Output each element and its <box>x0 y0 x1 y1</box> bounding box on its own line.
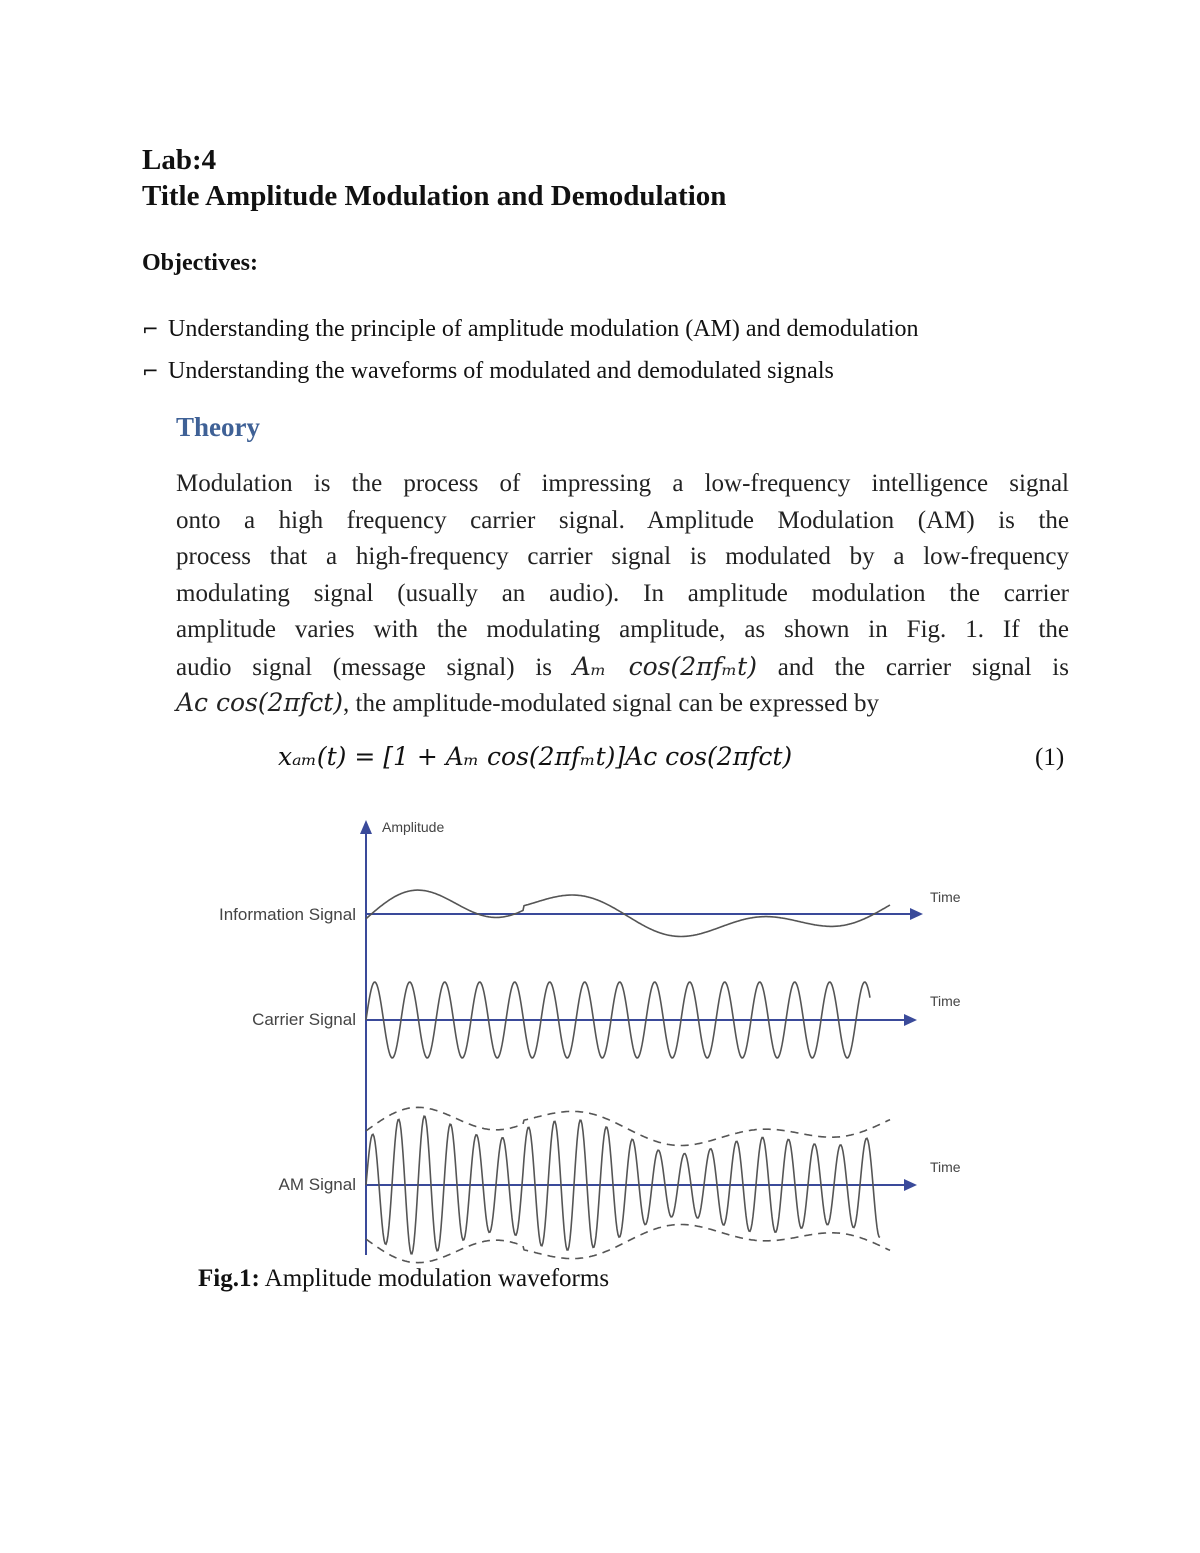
objective-text: Understanding the waveforms of modulated and demodulated signals <box>168 358 834 384</box>
amplitude-axis-label: Amplitude <box>382 819 445 835</box>
am-waveforms-figure <box>190 810 970 1265</box>
document-title: Title Amplitude Modulation and Demodulation <box>142 180 727 212</box>
carrier-signal-label: Carrier Signal <box>252 1010 356 1029</box>
carrier-signal-expression: Aᴄ cos(2πfᴄt) <box>176 688 344 717</box>
objective-item <box>142 356 834 386</box>
theory-line: Modulation is the process of impressing a low-frequency intelligence signal <box>176 470 1069 497</box>
figure-caption-text: Amplitude modulation waveforms <box>259 1265 610 1292</box>
theory-text-segment: , the amplitude-modulated signal can be expressed by <box>343 690 879 717</box>
theory-line <box>176 685 1069 722</box>
figure-caption <box>198 1265 609 1293</box>
bullet-icon: ⌐ <box>142 359 159 383</box>
time-label-carrier: Time <box>930 993 961 1009</box>
am-signal-label: AM Signal <box>278 1175 356 1194</box>
time-axis-arrow-icon <box>910 908 923 920</box>
theory-text-segment: audio signal (message signal) is <box>176 653 573 681</box>
bullet-icon: ⌐ <box>142 317 159 341</box>
theory-text-segment: and the carrier signal is <box>756 653 1069 681</box>
lab-number: Lab:4 <box>142 144 217 176</box>
information-signal-label: Information Signal <box>218 905 356 924</box>
time-label-am: Time <box>930 1159 961 1175</box>
theory-line: modulating signal (usually an audio). In amplitude modulation the carrier <box>176 579 1069 607</box>
am-upper-envelope <box>366 1107 890 1145</box>
waveform-diagram <box>190 810 970 1265</box>
message-signal-expression: Aₘ cos(2πfₘt) <box>572 651 757 681</box>
theory-line: onto a high frequency carrier signal. Amplitude Modulation (AM) is the <box>176 506 1069 534</box>
objective-text: Understanding the principle of amplitude modulation (AM) and demodulation <box>168 316 919 342</box>
amplitude-axis-arrow-icon <box>360 820 372 834</box>
time-axis-arrow-icon <box>904 1014 917 1026</box>
theory-heading: Theory <box>176 412 260 442</box>
objectives-heading: Objectives: <box>142 250 258 276</box>
am-lower-envelope <box>366 1225 890 1263</box>
theory-paragraph <box>176 466 1069 722</box>
time-label-information: Time <box>930 889 961 905</box>
equation-number: (1) <box>1035 744 1065 771</box>
theory-line: process that a high-frequency carrier signal is modulated by a low-frequency <box>176 543 1069 570</box>
time-axis-arrow-icon <box>904 1179 917 1191</box>
theory-line <box>176 649 1069 686</box>
am-equation: xₐₘ(t) = [1 + Aₘ cos(2πfₘt)]Aᴄ cos(2πfᴄt) <box>278 742 793 771</box>
objective-item <box>142 314 919 344</box>
figure-caption-label: Fig.1: <box>198 1265 260 1292</box>
theory-line: amplitude varies with the modulating amplitude, as shown in Fig. 1. If the <box>176 616 1069 643</box>
